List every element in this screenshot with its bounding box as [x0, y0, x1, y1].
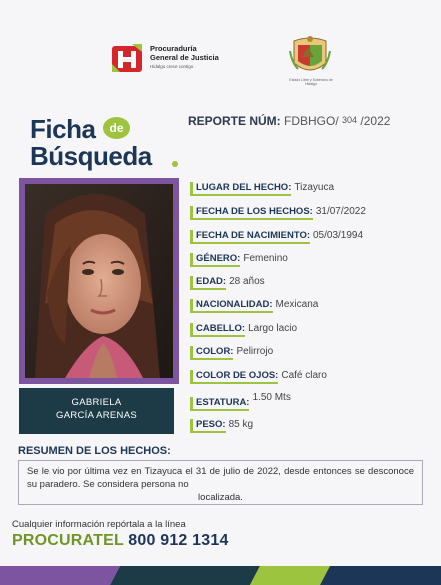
field-label: FECHA DE NACIMIENTO:	[190, 230, 310, 244]
person-name-box	[19, 388, 174, 434]
field-cabello	[190, 323, 297, 337]
title-connector-badge: de	[103, 117, 130, 139]
photo-frame	[19, 178, 179, 384]
pgj-logo	[110, 42, 230, 74]
field-value: 28 años	[229, 276, 265, 287]
field-value: 85 kg	[228, 419, 254, 430]
field-estatura	[190, 392, 291, 411]
field-lugar	[190, 182, 334, 196]
field-color	[190, 346, 273, 360]
state-seal-icon	[288, 33, 332, 79]
agency-line-2: General de Justicia	[150, 52, 219, 62]
contact-phone[interactable]: 800 912 1314	[128, 532, 229, 549]
agency-line-1: Procuraduría	[150, 44, 197, 53]
person-first-name: GABRIELA	[71, 397, 122, 408]
agency-name	[150, 45, 219, 72]
person-photo-image	[25, 184, 173, 378]
report-num-value: 304	[342, 115, 358, 125]
footer-color-bar	[0, 566, 441, 585]
title-word-busqueda: Búsqueda	[30, 141, 152, 171]
field-value: Pelirrojo	[236, 346, 274, 357]
report-prefix: FDBHGO/	[284, 114, 339, 128]
field-label: GÉNERO:	[190, 253, 240, 267]
contact-line	[12, 532, 229, 550]
field-value: Tizayuca	[294, 182, 335, 193]
field-label: NACIONALIDAD:	[190, 299, 273, 313]
field-label: CABELLO:	[190, 323, 245, 337]
field-fecha-nacimiento	[190, 230, 363, 244]
field-label: COLOR:	[190, 346, 233, 360]
report-label: REPORTE NÚM:	[188, 114, 281, 128]
field-value: 05/03/1994	[313, 230, 364, 241]
field-label: PESO:	[190, 419, 226, 433]
field-label: COLOR DE OJOS:	[190, 370, 278, 384]
title-dot-icon	[172, 161, 178, 167]
seal-caption: Estado Libre y Soberano de Hidalgo	[289, 78, 333, 86]
field-genero	[190, 253, 288, 267]
page-title	[30, 114, 180, 174]
summary-title: RESUMEN DE LOS HECHOS:	[18, 445, 171, 457]
field-value: 31/07/2022	[315, 206, 366, 217]
field-label: FECHA DE LOS HECHOS:	[190, 206, 313, 220]
person-last-name: GARCÍA ARENAS	[56, 410, 137, 421]
agency-tagline: Hidalgo crece contigo	[150, 64, 194, 69]
contact-brand: PROCURATEL	[12, 532, 124, 549]
field-value: Largo lacio	[248, 323, 297, 334]
summary-text: Se le vio por última vez en Tizayuca el 31 de julio de 2022, desde entonces se desconoce su paradero. Se considera persona no	[27, 466, 414, 490]
contact-prompt: Cualquier información repórtala a la línea	[12, 519, 186, 530]
field-label: EDAD:	[190, 276, 226, 290]
report-number	[188, 114, 390, 128]
title-word-ficha: Ficha	[30, 114, 96, 144]
field-label: LUGAR DEL HECHO:	[190, 182, 291, 196]
field-edad	[190, 276, 265, 290]
field-value: 1.50 Mts	[252, 392, 291, 403]
field-peso	[190, 419, 253, 433]
report-year: /2022	[360, 114, 391, 128]
field-value: Café claro	[281, 370, 327, 381]
pgj-h-logo-icon	[110, 42, 144, 74]
field-nacionalidad	[190, 299, 318, 313]
summary-box	[18, 460, 423, 505]
person-photo	[25, 184, 173, 378]
field-color-ojos	[190, 370, 327, 384]
field-label: ESTATURA:	[190, 397, 249, 411]
field-fecha-hechos	[190, 206, 366, 220]
field-value: Femenino	[243, 253, 288, 264]
summary-text-end: localizada.	[198, 492, 243, 503]
field-value: Mexicana	[275, 299, 319, 310]
